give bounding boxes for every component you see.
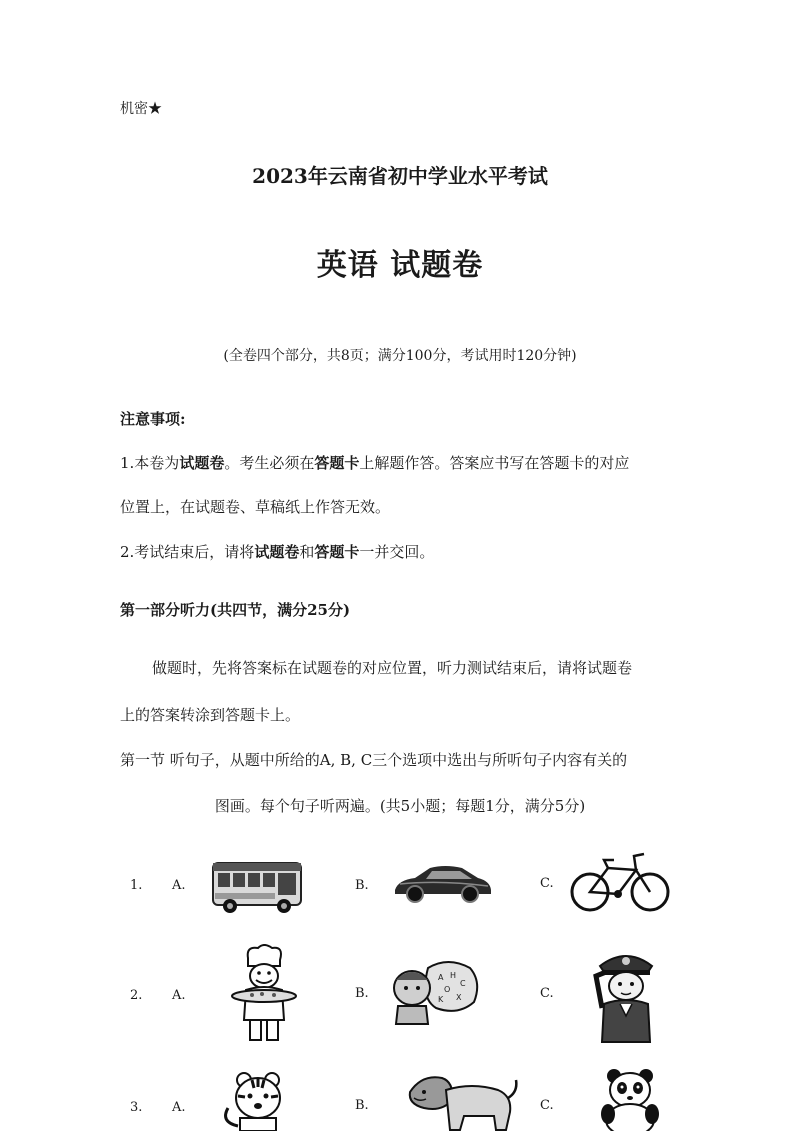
svg-text:K: K	[438, 995, 444, 1004]
option-label-a: A.	[172, 878, 186, 893]
option-label-c: C.	[540, 1098, 554, 1113]
part1-intro-line-1: 做题时，先将答案标在试题卷的对应位置，听力测试结束后，请将试题卷	[152, 659, 633, 677]
notice-item-2-text-3: 一并交回。	[359, 543, 435, 561]
option-label-b: B.	[355, 986, 369, 1001]
option-label-b: B.	[355, 878, 369, 893]
svg-text:O: O	[444, 985, 451, 994]
option-label-a: A.	[172, 988, 186, 1003]
option-label-b: B.	[355, 1098, 369, 1113]
svg-text:X: X	[456, 993, 462, 1002]
notice-item-1-bold-1: 试题卷	[179, 454, 225, 472]
notice-item-2-bold-2: 答题卡	[314, 543, 360, 561]
section1-instruction-line-1: 第一节 听句子，从题中所给的A, B, C三个选项中选出与所听句子内容有关的	[120, 751, 628, 769]
notice-item-2-bold-1: 试题卷	[254, 543, 300, 561]
notice-item-1-text-3: 上解题作答。答案应书写在答题卡的对应	[359, 454, 630, 472]
exam-title: 2023年云南省初中学业水平考试	[252, 164, 548, 188]
question-number: 3.	[130, 1100, 143, 1115]
notice-item-1	[120, 453, 629, 473]
tiger-picture	[218, 1068, 298, 1131]
notice-item-1-text-2: 。考生必须在	[224, 454, 315, 472]
notice-item-2-text-2: 和	[299, 543, 315, 561]
question-number: 1.	[130, 878, 143, 893]
question-number: 2.	[130, 988, 143, 1003]
notice-item-1-bold-2: 答题卡	[314, 454, 360, 472]
part1-heading: 第一部分听力(共四节，满分25分)	[120, 601, 351, 619]
paper-info: (全卷四个部分，共8页；满分100分，考试用时120分钟)	[223, 348, 577, 364]
notice-item-1-line-2: 位置上，在试题卷、草稿纸上作答无效。	[120, 498, 391, 516]
svg-text:C: C	[460, 979, 466, 988]
part1-intro-line-2: 上的答案转涂到答题卡上。	[120, 706, 301, 724]
notice-item-2	[120, 542, 434, 562]
option-label-a: A.	[172, 1100, 186, 1115]
notice-item-2-text: 2.考试结束后，请将	[120, 543, 255, 561]
option-label-c: C.	[540, 986, 554, 1001]
bus-picture	[210, 858, 305, 916]
bicycle-picture	[568, 848, 672, 914]
paper-title: 英语 试题卷	[316, 248, 484, 283]
option-label-c: C.	[540, 876, 554, 891]
chef-picture	[228, 944, 300, 1044]
car-picture	[390, 860, 495, 905]
confidential-mark: 机密★	[120, 101, 162, 117]
svg-text:A: A	[438, 973, 444, 982]
svg-text:H: H	[450, 971, 457, 980]
section1-instruction-line-2: 图画。每个句子听两遍。(共5小题；每题1分，满分5分)	[214, 797, 586, 815]
reading-boy-picture	[388, 958, 482, 1028]
panda-picture	[598, 1068, 662, 1131]
lion-picture	[402, 1072, 520, 1131]
notice-heading: 注意事项:	[120, 410, 186, 428]
notice-item-1-text: 1.本卷为	[120, 454, 180, 472]
police-officer-picture	[592, 946, 660, 1044]
